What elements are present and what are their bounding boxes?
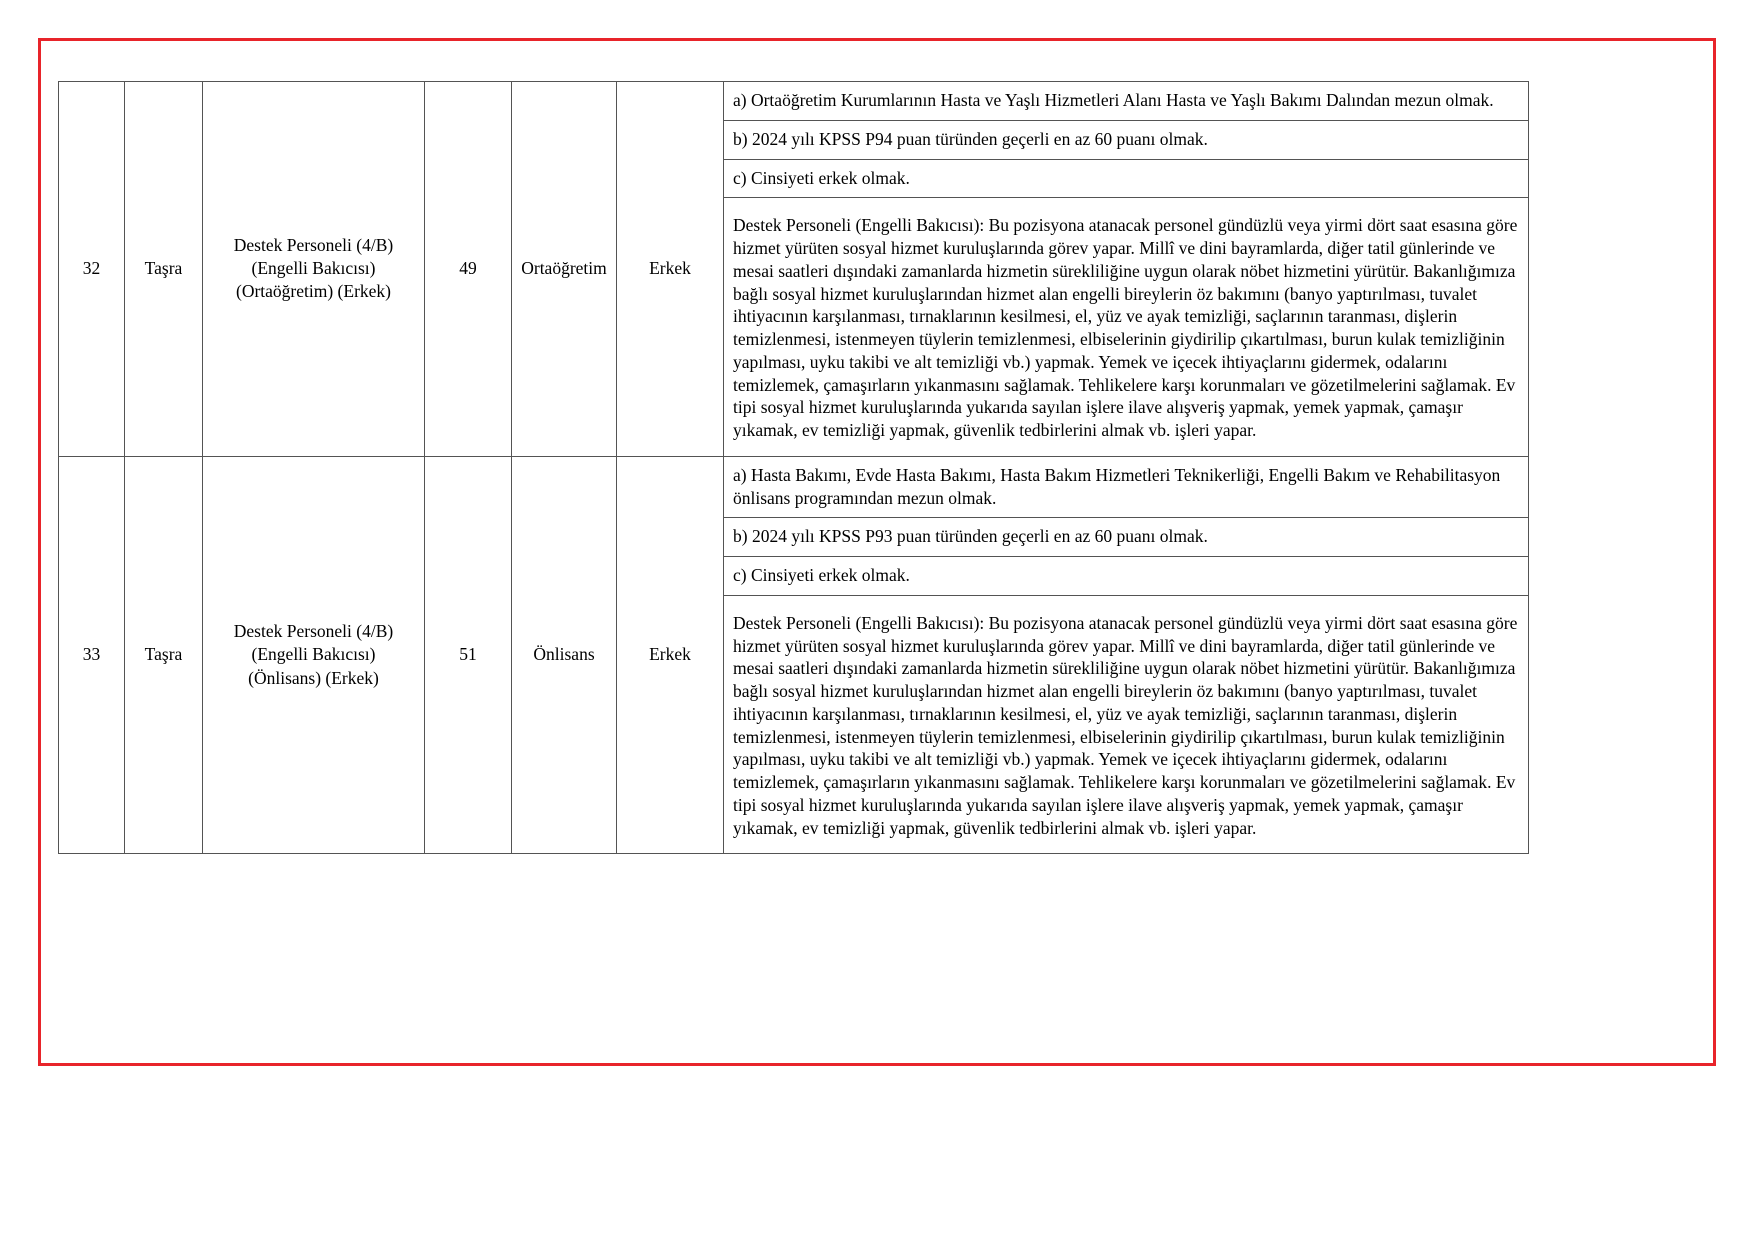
condition-item-c: c) Cinsiyeti erkek olmak.	[724, 557, 1528, 596]
cell-adet: 51	[425, 456, 512, 854]
cell-ogrenim: Ortaöğretim	[512, 82, 617, 457]
cell-cinsiyet: Erkek	[617, 456, 724, 854]
cell-cinsiyet: Erkek	[617, 82, 724, 457]
condition-item-b: b) 2024 yılı KPSS P94 puan türünden geçerli en az 60 puanı olmak.	[724, 120, 1528, 159]
position-description: Destek Personeli (Engelli Bakıcısı): Bu pozisyona atanacak personel gündüzlü veya yirmi dört saat esasına göre hizmet yürüten sosyal hizmet kuruluşlarında görev yapar. Millî ve dini bayramlarda, diğer tatil günlerinde ve mesai saatleri dışındaki zamanlarda hizmetin sürekliliğine uygun olarak nöbet hizmetini yürütür. Bakanlığımıza bağlı sosyal hizmet kuruluşlarından hizmet alan engelli bireylerin öz bakımını (banyo yaptırılması, tuvalet ihtiyacının karşılanması, tırnaklarının kesilmesi, el, yüz ve ayak temizliği, saçlarının taranması, dişlerin temizlenmesi, istenmeyen tüylerin temizlenmesi, elbiselerinin giydirilip çıkartılması, burun kulak temizliğinin yapılması, uyku takibi ve alt temizliği vb.) yapmak. Yemek ve içecek ihtiyaçlarını gidermek, odalarını temizlemek, çamaşırların yıkanmasını sağlamak. Tehlikelere karşı korunmaları ve gözetilmelerini sağlamak. Ev tipi sosyal hizmet kuruluşlarında yukarıda sayılan işlere ilave alışveriş yapmak, yemek yapmak, çamaşır yıkamak, ev temizliği yapmak, güvenlik tedbirlerini almak vb. işleri yapar.	[724, 595, 1528, 853]
unvan-line-1: Destek Personeli (4/B)	[233, 235, 394, 256]
page-content-area	[58, 81, 1528, 1001]
cell-teskilat: Taşra	[125, 82, 203, 457]
condition-item-a: a) Ortaöğretim Kurumlarının Hasta ve Yaşlı Hizmetleri Alanı Hasta ve Yaşlı Bakımı Dalından mezun olmak.	[724, 82, 1528, 120]
positions-table	[58, 81, 1529, 854]
condition-item-c: c) Cinsiyeti erkek olmak.	[724, 159, 1528, 198]
cell-adet: 49	[425, 82, 512, 457]
cell-unvan	[203, 82, 425, 457]
unvan-line-3: (Ortaöğretim) (Erkek)	[236, 281, 391, 302]
cell-sira-no: 32	[59, 82, 125, 457]
position-description: Destek Personeli (Engelli Bakıcısı): Bu pozisyona atanacak personel gündüzlü veya yirmi dört saat esasına göre hizmet yürüten sosyal hizmet kuruluşlarında görev yapar. Millî ve dini bayramlarda, diğer tatil günlerinde ve mesai saatleri dışındaki zamanlarda hizmetin sürekliliğine uygun olarak nöbet hizmetini yürütür. Bakanlığımıza bağlı sosyal hizmet kuruluşlarından hizmet alan engelli bireylerin öz bakımını (banyo yaptırılması, tuvalet ihtiyacının karşılanması, tırnaklarının kesilmesi, el, yüz ve ayak temizliği, saçlarının taranması, dişlerin temizlenmesi, istenmeyen tüylerin temizlenmesi, elbiselerinin giydirilip çıkartılması, burun kulak temizliğinin yapılması, uyku takibi ve alt temizliği vb.) yapmak. Yemek ve içecek ihtiyaçlarını gidermek, odalarını temizlemek, çamaşırların yıkanmasını sağlamak. Tehlikelere karşı korunmaları ve gözetilmelerini sağlamak. Ev tipi sosyal hizmet kuruluşlarında yukarıda sayılan işlere ilave alışveriş yapmak, yemek yapmak, çamaşır yıkamak, ev temizliği yapmak, güvenlik tedbirlerini almak vb. işleri yapar.	[724, 198, 1528, 456]
table-row	[59, 82, 1529, 457]
cell-unvan	[203, 456, 425, 854]
cell-teskilat: Taşra	[125, 456, 203, 854]
unvan-line-2: (Engelli Bakıcısı)	[251, 644, 376, 665]
conditions-list	[724, 82, 1528, 456]
unvan-line-1: Destek Personeli (4/B)	[233, 621, 394, 642]
conditions-list	[724, 457, 1528, 854]
condition-item-a: a) Hasta Bakımı, Evde Hasta Bakımı, Hasta Bakım Hizmetleri Teknikerliği, Engelli Bakım ve Rehabilitasyon önlisans programından mezun olmak.	[724, 457, 1528, 518]
cell-nitelikler	[724, 456, 1529, 854]
cell-sira-no: 33	[59, 456, 125, 854]
unvan-line-2: (Engelli Bakıcısı)	[251, 258, 376, 279]
condition-item-b: b) 2024 yılı KPSS P93 puan türünden geçerli en az 60 puanı olmak.	[724, 518, 1528, 557]
cell-ogrenim: Önlisans	[512, 456, 617, 854]
table-row	[59, 456, 1529, 854]
unvan-line-3: (Önlisans) (Erkek)	[248, 667, 379, 688]
cell-nitelikler	[724, 82, 1529, 457]
page-border-frame	[38, 38, 1716, 1066]
